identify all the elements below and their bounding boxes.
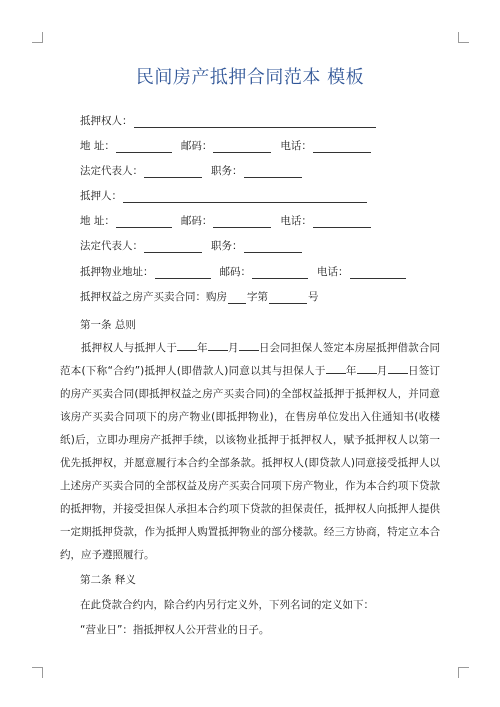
property-address-row: [80, 265, 407, 279]
contract-number-blank-1: [228, 292, 246, 304]
property-address-blank: [155, 267, 211, 279]
postcode-label: 邮码：: [180, 140, 213, 152]
phone-blank: [313, 216, 371, 228]
contract-number-blank-2: [269, 292, 307, 304]
mortgagor-row: [80, 189, 368, 203]
article-1-text-c: 日签订的房产买卖合同(即抵押权益之房产买卖合同)的全部权益抵押于抵押权人，并同意该房产买卖合同项下的房产物业(即抵押物业)，在售房单位发出入住通知书(收楼纸)后，立即办理房产抵押手续，以该物业抵押于抵押权人，赋予抵押权人以第一优先抵押权，并愿意履行本合约全部条款。抵押权人(即贷款人)同意接受抵押人以上述房产买卖合同的全部权益及房产买卖合同项下房产物业，作为本合约项下贷款的抵押物，并接受担保人承担本合约项下贷款的担保责任，抵押权人向抵押人提供一定期抵押贷款，作为抵押人购置抵押物业的部分楼款。经三方协商，特定立本合约，应予遵照履行。: [60, 365, 441, 561]
mortgagor-label: 抵押人：: [80, 190, 122, 202]
contract-hao: 号: [308, 291, 319, 303]
position-blank: [244, 166, 302, 178]
position-blank: [244, 241, 302, 253]
mortgagor-blank: [123, 191, 367, 203]
address-blank: [116, 216, 172, 228]
phone-label: 电话：: [280, 215, 312, 227]
address-blank: [116, 141, 172, 153]
postcode-label: 邮码：: [219, 266, 251, 278]
article-1-year-1: 年: [197, 342, 208, 354]
property-address-label: 抵押物业地址：: [80, 266, 154, 278]
article-1-text-b: 日会同担保人签定本房屋抵押借款合同范本(下称“合约”)抵押人(即借款人)同意以其与担保人于: [60, 342, 441, 377]
phone-blank: [313, 141, 371, 153]
address-label: 地 址：: [80, 140, 115, 152]
legal-rep-label: 法定代表人：: [80, 240, 143, 252]
legal-rep-blank: [144, 166, 202, 178]
legal-rep-label: 法定代表人：: [80, 165, 143, 177]
address-row-1: [80, 139, 372, 153]
position-label: 职务：: [211, 240, 243, 252]
crop-mark-bottom-right: [458, 667, 469, 678]
article-1-year-2: 年: [345, 365, 357, 377]
postcode-label: 邮码：: [180, 215, 213, 227]
crop-mark-bottom-left: [32, 667, 43, 678]
mortgagee-label: 抵押权人：: [80, 115, 133, 127]
postcode-blank: [213, 216, 271, 228]
article-2-heading: 第二条 释义: [80, 574, 136, 586]
date-blank: [388, 362, 408, 374]
document-title: 民间房产抵押合同范本 模板: [135, 67, 365, 88]
contract-zi: 字第: [247, 291, 268, 303]
mortgagee-blank: [134, 116, 376, 128]
phone-blank: [350, 267, 406, 279]
date-blank: [357, 362, 377, 374]
contract-prefix: 抵押权益之房产买卖合同：购房: [80, 291, 227, 303]
date-blank: [177, 339, 197, 351]
address-label: 地 址：: [80, 215, 115, 227]
date-blank: [208, 339, 228, 351]
article-1-month-2: 月: [376, 365, 388, 377]
position-label: 职务：: [211, 165, 243, 177]
date-blank: [326, 362, 346, 374]
legal-rep-row-2: [80, 239, 303, 253]
date-blank: [239, 339, 259, 351]
legal-rep-blank: [144, 241, 202, 253]
article-1-month-1: 月: [227, 342, 239, 354]
article-2-definition-1: “营业日”：指抵押权人公开营业的日子。: [80, 624, 270, 636]
mortgagee-row: [80, 114, 377, 128]
phone-label: 电话：: [317, 266, 349, 278]
crop-mark-top-left: [32, 32, 43, 43]
article-1-heading: 第一条 总则: [80, 319, 136, 331]
postcode-blank: [252, 267, 308, 279]
contract-row: [80, 290, 319, 304]
phone-label: 电话：: [280, 140, 312, 152]
article-1-text-a: 抵押权人与抵押人于: [81, 342, 177, 354]
article-1-paragraph: [60, 337, 440, 567]
article-2-intro: 在此贷款合约内，除合约内另行定义外，下列名词的定义如下：: [80, 599, 374, 611]
postcode-blank: [213, 141, 271, 153]
crop-mark-top-right: [458, 32, 469, 43]
legal-rep-row-1: [80, 164, 303, 178]
address-row-2: [80, 214, 372, 228]
